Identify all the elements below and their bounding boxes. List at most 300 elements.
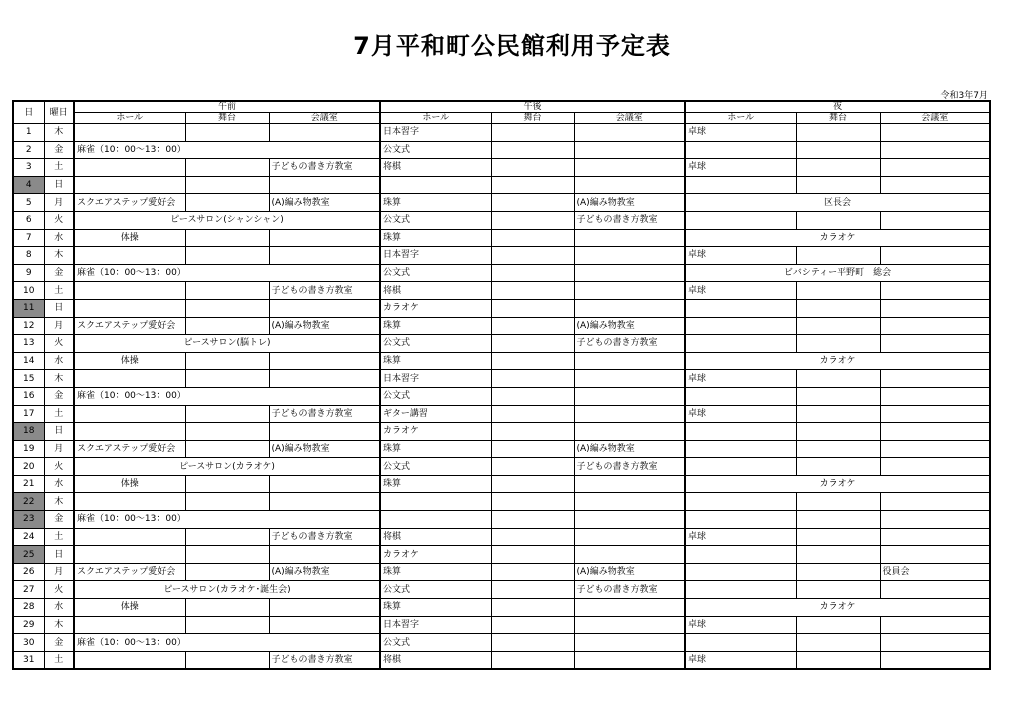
cell-night-meeting: [880, 176, 990, 194]
cell-night-meeting: [880, 405, 990, 423]
cell-night-meeting: [880, 528, 990, 546]
cell-afternoon-stage: [491, 247, 574, 265]
cell-day: 29: [13, 616, 44, 634]
cell-afternoon-meeting: [574, 511, 685, 529]
cell-night-hall: 卓球: [685, 528, 796, 546]
page-title: 7月平和町公民館利用予定表: [353, 32, 671, 60]
cell-afternoon-stage: [491, 141, 574, 159]
table-row: [13, 229, 990, 247]
cell-afternoon-hall: 公文式: [380, 458, 491, 476]
cell-afternoon-meeting: [574, 247, 685, 265]
table-row: [13, 475, 990, 493]
cell-morning-meeting: [269, 352, 380, 370]
cell-morning-hall: [74, 176, 185, 194]
table-row: [13, 264, 990, 282]
cell-morning-stage: [185, 616, 269, 634]
cell-afternoon-hall: 公文式: [380, 581, 491, 599]
cell-day: 24: [13, 528, 44, 546]
table-row: [13, 405, 990, 423]
cell-night-stage: [796, 493, 880, 511]
cell-weekday: 金: [44, 264, 74, 282]
cell-morning-meeting: [269, 247, 380, 265]
cell-morning-hall: [74, 370, 185, 388]
cell-morning-hall: [74, 651, 185, 669]
cell-afternoon-hall: 公文式: [380, 211, 491, 229]
cell-morning-stage: [185, 124, 269, 142]
cell-weekday: 水: [44, 229, 74, 247]
cell-day: 20: [13, 458, 44, 476]
cell-night-meeting: [880, 546, 990, 564]
cell-night-hall: [685, 493, 796, 511]
cell-night-stage: [796, 440, 880, 458]
cell-night-hall: [685, 335, 796, 353]
cell-afternoon-hall: 将棋: [380, 282, 491, 300]
cell-night-meeting: [880, 299, 990, 317]
cell-morning-meeting: [269, 599, 380, 617]
cell-night-stage: [796, 546, 880, 564]
cell-day: 9: [13, 264, 44, 282]
cell-weekday: 金: [44, 141, 74, 159]
cell-night-meeting: [880, 511, 990, 529]
cell-night-meeting: [880, 370, 990, 388]
cell-afternoon-hall: 珠算: [380, 194, 491, 212]
cell-afternoon-stage: [491, 493, 574, 511]
cell-afternoon-stage: [491, 458, 574, 476]
cell-afternoon-meeting: 子どもの書き方教室: [574, 211, 685, 229]
cell-night-stage: [796, 247, 880, 265]
cell-afternoon-stage: [491, 528, 574, 546]
cell-afternoon-meeting: (A)編み物教室: [574, 317, 685, 335]
cell-afternoon-hall: 公文式: [380, 335, 491, 353]
cell-day: 31: [13, 651, 44, 669]
cell-weekday: 木: [44, 493, 74, 511]
table-row: [13, 581, 990, 599]
cell-weekday: 土: [44, 528, 74, 546]
table-row: [13, 176, 990, 194]
table-row: [13, 247, 990, 265]
cell-morning-hall: スクエアステップ愛好会: [74, 563, 185, 581]
table-row: [13, 528, 990, 546]
cell-morning-stage: [185, 423, 269, 441]
cell-afternoon-hall: 日本習字: [380, 247, 491, 265]
cell-day: 3: [13, 159, 44, 177]
cell-night-hall: [685, 211, 796, 229]
cell-day: 22: [13, 493, 44, 511]
cell-morning-stage: [185, 229, 269, 247]
cell-afternoon-meeting: [574, 229, 685, 247]
cell-day: 11: [13, 299, 44, 317]
cell-weekday: 火: [44, 458, 74, 476]
table-row: [13, 616, 990, 634]
cell-night-meeting: [880, 211, 990, 229]
cell-weekday: 金: [44, 511, 74, 529]
cell-afternoon-hall: 公文式: [380, 634, 491, 652]
cell-afternoon-stage: [491, 124, 574, 142]
cell-afternoon-meeting: 子どもの書き方教室: [574, 581, 685, 599]
cell-afternoon-hall: 公文式: [380, 141, 491, 159]
cell-afternoon-stage: [491, 387, 574, 405]
cell-morning-span: ピースサロン(カラオケ･誕生会): [74, 581, 380, 599]
cell-night-span: 区長会: [685, 194, 990, 212]
cell-morning-stage: [185, 299, 269, 317]
cell-morning-meeting: (A)編み物教室: [269, 440, 380, 458]
cell-afternoon-meeting: [574, 651, 685, 669]
cell-afternoon-meeting: (A)編み物教室: [574, 563, 685, 581]
cell-morning-hall: [74, 616, 185, 634]
cell-afternoon-meeting: [574, 423, 685, 441]
cell-afternoon-hall: 珠算: [380, 229, 491, 247]
table-row: [13, 563, 990, 581]
cell-night-hall: [685, 634, 796, 652]
table-row: [13, 599, 990, 617]
cell-night-meeting: [880, 124, 990, 142]
cell-night-hall: 卓球: [685, 247, 796, 265]
cell-night-stage: [796, 405, 880, 423]
header-room-stage: 舞台: [491, 113, 574, 124]
cell-night-stage: [796, 387, 880, 405]
cell-afternoon-meeting: [574, 370, 685, 388]
cell-day: 26: [13, 563, 44, 581]
header-period-am: 午前: [74, 101, 380, 113]
cell-morning-meeting: 子どもの書き方教室: [269, 282, 380, 300]
cell-afternoon-hall: 公文式: [380, 387, 491, 405]
cell-morning-span: 麻雀（10：00～13：00）: [74, 387, 380, 405]
cell-night-stage: [796, 563, 880, 581]
header-period-night: 夜: [685, 101, 990, 113]
table-row: [13, 511, 990, 529]
cell-night-meeting: [880, 335, 990, 353]
cell-morning-stage: [185, 440, 269, 458]
cell-day: 1: [13, 124, 44, 142]
cell-night-hall: [685, 511, 796, 529]
cell-morning-stage: [185, 599, 269, 617]
cell-night-stage: [796, 299, 880, 317]
cell-morning-meeting: [269, 176, 380, 194]
cell-afternoon-stage: [491, 159, 574, 177]
table-row: [13, 370, 990, 388]
cell-morning-stage: [185, 528, 269, 546]
cell-morning-stage: [185, 493, 269, 511]
table-row: [13, 634, 990, 652]
cell-night-meeting: [880, 387, 990, 405]
cell-day: 16: [13, 387, 44, 405]
cell-morning-stage: [185, 370, 269, 388]
cell-night-meeting: [880, 317, 990, 335]
cell-morning-stage: [185, 176, 269, 194]
cell-afternoon-stage: [491, 229, 574, 247]
cell-afternoon-hall: 公文式: [380, 264, 491, 282]
cell-afternoon-stage: [491, 370, 574, 388]
cell-day: 4: [13, 176, 44, 194]
table-row: [13, 423, 990, 441]
cell-morning-stage: [185, 475, 269, 493]
cell-morning-hall: [74, 124, 185, 142]
cell-weekday: 木: [44, 370, 74, 388]
cell-morning-stage: [185, 159, 269, 177]
table-row: [13, 651, 990, 669]
cell-weekday: 金: [44, 387, 74, 405]
table-row: [13, 458, 990, 476]
cell-morning-meeting: (A)編み物教室: [269, 194, 380, 212]
cell-night-stage: [796, 511, 880, 529]
header-room-hall: ホール: [685, 113, 796, 124]
cell-weekday: 水: [44, 352, 74, 370]
cell-night-hall: 卓球: [685, 282, 796, 300]
cell-afternoon-meeting: [574, 546, 685, 564]
cell-night-meeting: [880, 458, 990, 476]
cell-night-hall: [685, 176, 796, 194]
cell-afternoon-meeting: [574, 475, 685, 493]
cell-morning-hall: 体操: [74, 475, 185, 493]
cell-afternoon-meeting: [574, 124, 685, 142]
cell-night-hall: 卓球: [685, 159, 796, 177]
cell-afternoon-meeting: [574, 493, 685, 511]
cell-morning-hall: [74, 247, 185, 265]
header-room-hall: ホール: [74, 113, 185, 124]
cell-weekday: 金: [44, 634, 74, 652]
cell-afternoon-stage: [491, 264, 574, 282]
cell-day: 5: [13, 194, 44, 212]
cell-afternoon-hall: 将棋: [380, 651, 491, 669]
cell-weekday: 火: [44, 335, 74, 353]
cell-afternoon-stage: [491, 282, 574, 300]
cell-afternoon-hall: 珠算: [380, 475, 491, 493]
cell-morning-stage: [185, 563, 269, 581]
cell-night-meeting: [880, 159, 990, 177]
cell-night-meeting: [880, 440, 990, 458]
cell-night-span: ビバシティー平野町 総会: [685, 264, 990, 282]
cell-day: 13: [13, 335, 44, 353]
cell-morning-meeting: 子どもの書き方教室: [269, 528, 380, 546]
header-room-meeting: 会議室: [574, 113, 685, 124]
cell-afternoon-stage: [491, 440, 574, 458]
cell-afternoon-hall: 珠算: [380, 440, 491, 458]
cell-afternoon-hall: 珠算: [380, 317, 491, 335]
cell-day: 12: [13, 317, 44, 335]
cell-day: 19: [13, 440, 44, 458]
cell-night-stage: [796, 370, 880, 388]
cell-night-meeting: [880, 423, 990, 441]
cell-afternoon-hall: 日本習字: [380, 370, 491, 388]
cell-night-hall: 卓球: [685, 370, 796, 388]
cell-afternoon-stage: [491, 194, 574, 212]
cell-night-hall: [685, 458, 796, 476]
cell-afternoon-meeting: [574, 634, 685, 652]
cell-morning-meeting: (A)編み物教室: [269, 563, 380, 581]
cell-night-stage: [796, 141, 880, 159]
cell-morning-hall: スクエアステップ愛好会: [74, 317, 185, 335]
cell-afternoon-stage: [491, 335, 574, 353]
cell-weekday: 木: [44, 124, 74, 142]
cell-morning-hall: [74, 159, 185, 177]
cell-morning-hall: [74, 299, 185, 317]
cell-afternoon-hall: 珠算: [380, 599, 491, 617]
header-weekday: 曜日: [44, 101, 74, 124]
cell-morning-hall: [74, 282, 185, 300]
cell-afternoon-stage: [491, 423, 574, 441]
cell-night-span: カラオケ: [685, 352, 990, 370]
cell-morning-stage: [185, 405, 269, 423]
cell-weekday: 日: [44, 423, 74, 441]
cell-day: 21: [13, 475, 44, 493]
cell-day: 15: [13, 370, 44, 388]
cell-night-stage: [796, 211, 880, 229]
cell-afternoon-meeting: 子どもの書き方教室: [574, 335, 685, 353]
table-row: [13, 387, 990, 405]
cell-night-meeting: [880, 141, 990, 159]
cell-afternoon-meeting: 子どもの書き方教室: [574, 458, 685, 476]
cell-night-stage: [796, 124, 880, 142]
cell-morning-hall: スクエアステップ愛好会: [74, 194, 185, 212]
cell-day: 27: [13, 581, 44, 599]
cell-day: 14: [13, 352, 44, 370]
cell-weekday: 日: [44, 546, 74, 564]
cell-night-meeting: [880, 493, 990, 511]
table-row: [13, 299, 990, 317]
cell-weekday: 日: [44, 176, 74, 194]
cell-night-stage: [796, 317, 880, 335]
cell-afternoon-hall: カラオケ: [380, 546, 491, 564]
cell-morning-stage: [185, 194, 269, 212]
cell-afternoon-meeting: [574, 282, 685, 300]
cell-morning-meeting: [269, 493, 380, 511]
cell-weekday: 月: [44, 194, 74, 212]
cell-morning-hall: [74, 405, 185, 423]
cell-night-meeting: [880, 634, 990, 652]
cell-weekday: 火: [44, 581, 74, 599]
cell-afternoon-meeting: [574, 264, 685, 282]
cell-night-stage: [796, 423, 880, 441]
cell-afternoon-stage: [491, 599, 574, 617]
cell-afternoon-stage: [491, 651, 574, 669]
cell-morning-span: 麻雀（10：00～13：00）: [74, 264, 380, 282]
cell-morning-hall: スクエアステップ愛好会: [74, 440, 185, 458]
cell-night-hall: [685, 581, 796, 599]
cell-afternoon-stage: [491, 405, 574, 423]
cell-morning-span: 麻雀（10：00～13：00）: [74, 634, 380, 652]
cell-night-stage: [796, 581, 880, 599]
cell-morning-meeting: 子どもの書き方教室: [269, 159, 380, 177]
cell-night-hall: [685, 299, 796, 317]
cell-night-hall: [685, 546, 796, 564]
cell-morning-hall: 体操: [74, 229, 185, 247]
cell-night-hall: 卓球: [685, 124, 796, 142]
table-row: [13, 194, 990, 212]
cell-night-stage: [796, 176, 880, 194]
cell-afternoon-hall: 珠算: [380, 352, 491, 370]
cell-afternoon-hall: 将棋: [380, 159, 491, 177]
cell-morning-meeting: [269, 299, 380, 317]
header-day: 日: [13, 101, 44, 124]
cell-day: 10: [13, 282, 44, 300]
cell-morning-stage: [185, 282, 269, 300]
cell-night-span: カラオケ: [685, 229, 990, 247]
cell-night-hall: [685, 423, 796, 441]
cell-morning-meeting: 子どもの書き方教室: [269, 651, 380, 669]
cell-afternoon-meeting: [574, 159, 685, 177]
cell-morning-stage: [185, 317, 269, 335]
cell-afternoon-meeting: [574, 405, 685, 423]
cell-afternoon-stage: [491, 616, 574, 634]
cell-day: 28: [13, 599, 44, 617]
cell-afternoon-hall: [380, 176, 491, 194]
cell-morning-hall: [74, 528, 185, 546]
cell-afternoon-hall: 珠算: [380, 563, 491, 581]
cell-night-meeting: [880, 581, 990, 599]
cell-day: 8: [13, 247, 44, 265]
cell-afternoon-meeting: (A)編み物教室: [574, 440, 685, 458]
cell-night-hall: 卓球: [685, 651, 796, 669]
cell-afternoon-hall: カラオケ: [380, 299, 491, 317]
cell-afternoon-stage: [491, 211, 574, 229]
cell-morning-span: 麻雀（10：00～13：00）: [74, 511, 380, 529]
cell-weekday: 月: [44, 563, 74, 581]
table-row: [13, 546, 990, 564]
cell-morning-meeting: [269, 616, 380, 634]
header-period-pm: 午後: [380, 101, 685, 113]
cell-night-hall: [685, 141, 796, 159]
cell-night-meeting: 役員会: [880, 563, 990, 581]
cell-afternoon-stage: [491, 352, 574, 370]
cell-night-hall: [685, 317, 796, 335]
cell-night-span: カラオケ: [685, 475, 990, 493]
cell-morning-stage: [185, 546, 269, 564]
cell-weekday: 木: [44, 616, 74, 634]
header-row-periods: [13, 101, 990, 113]
cell-afternoon-hall: 日本習字: [380, 616, 491, 634]
cell-day: 18: [13, 423, 44, 441]
cell-weekday: 月: [44, 317, 74, 335]
table-row: [13, 335, 990, 353]
cell-night-meeting: [880, 616, 990, 634]
table-row: [13, 141, 990, 159]
cell-weekday: 土: [44, 405, 74, 423]
table-row: [13, 493, 990, 511]
cell-afternoon-hall: [380, 493, 491, 511]
cell-afternoon-meeting: (A)編み物教室: [574, 194, 685, 212]
cell-day: 25: [13, 546, 44, 564]
cell-morning-meeting: [269, 124, 380, 142]
table-row: [13, 317, 990, 335]
cell-weekday: 土: [44, 651, 74, 669]
header-room-hall: ホール: [380, 113, 491, 124]
cell-morning-hall: 体操: [74, 599, 185, 617]
cell-weekday: 水: [44, 599, 74, 617]
cell-morning-span: ピースサロン(カラオケ): [74, 458, 380, 476]
header-room-stage: 舞台: [185, 113, 269, 124]
cell-night-stage: [796, 458, 880, 476]
cell-morning-meeting: [269, 475, 380, 493]
cell-afternoon-meeting: [574, 299, 685, 317]
cell-morning-span: ピースサロン(脳トレ): [74, 335, 380, 353]
cell-morning-hall: [74, 423, 185, 441]
cell-morning-meeting: [269, 229, 380, 247]
cell-morning-meeting: [269, 423, 380, 441]
cell-morning-meeting: (A)編み物教室: [269, 317, 380, 335]
cell-night-stage: [796, 282, 880, 300]
date-note: 令和3年7月: [940, 91, 988, 101]
table-row: [13, 124, 990, 142]
cell-night-stage: [796, 528, 880, 546]
cell-afternoon-meeting: [574, 616, 685, 634]
cell-afternoon-stage: [491, 546, 574, 564]
cell-morning-meeting: [269, 546, 380, 564]
cell-morning-meeting: 子どもの書き方教室: [269, 405, 380, 423]
schedule-table: [12, 100, 991, 670]
cell-morning-span: ピースサロン(シャンシャン): [74, 211, 380, 229]
cell-night-meeting: [880, 651, 990, 669]
cell-day: 6: [13, 211, 44, 229]
